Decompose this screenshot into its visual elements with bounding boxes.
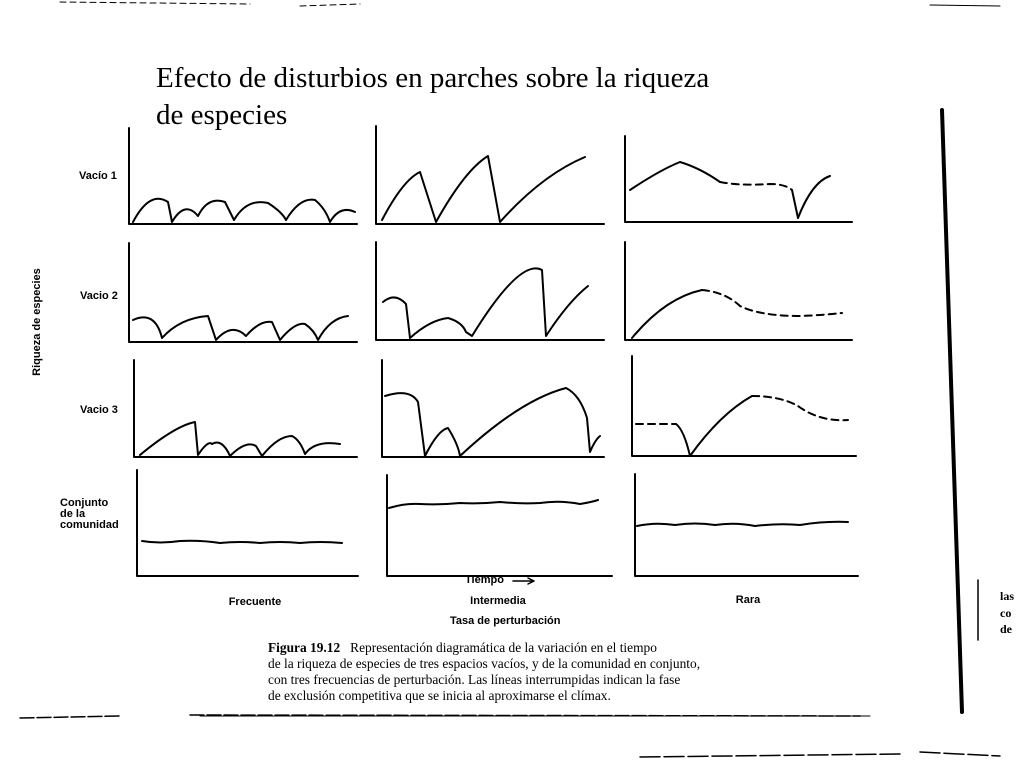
curve-community-intermedia: [389, 500, 598, 508]
axes-r3-c3: [632, 356, 856, 456]
caption-line-2: de la riqueza de especies de tres espacios vacíos, y de la comunidad en conjunto,: [268, 656, 701, 671]
time-label-text: Tiempo: [465, 574, 504, 586]
axes-r1-c3: [625, 136, 852, 222]
row-label-vacio-3: Vacio 3: [80, 404, 118, 416]
time-arrow: [513, 578, 534, 584]
scan-mark-bottom-right: [640, 752, 1000, 757]
caption-line-4: de exclusión competitiva que se inicia al aproximarse el clímax.: [268, 688, 611, 703]
axes-r3-c2: [382, 360, 604, 457]
curve-r2-c2: [383, 268, 588, 338]
axes-r2-c2: [376, 242, 604, 340]
curve-r3-c2: [385, 388, 600, 456]
curve-r1-c1: [133, 199, 355, 222]
community-label-line-1: Conjunto: [60, 497, 109, 509]
community-label-line-2: de la: [60, 508, 86, 520]
axes-r1-c2: [376, 126, 604, 224]
curve-r3-c3-dashed-end: [752, 396, 848, 420]
column-label-frecuente: Frecuente: [228, 596, 282, 608]
axes-r3-c1: [134, 360, 357, 457]
title-line-2: de especies: [156, 99, 288, 131]
row-label-vacio-2: Vacio 2: [80, 290, 118, 302]
caption-line-3: con tres frecuencias de perturbación. Las líneas interrumpidas indican la fase: [268, 672, 681, 687]
x-axis-label: Tasa de perturbación: [450, 615, 561, 627]
curve-r1-c3-solid: [630, 162, 720, 190]
column-label-intermedia: Intermedia: [470, 595, 526, 607]
right-fragment-2: co: [1000, 606, 1012, 620]
curve-r1-c3-dashed: [720, 182, 792, 190]
curve-r2-c3-solid: [632, 290, 702, 338]
curve-community-frecuente: [142, 541, 342, 543]
curve-r3-c1: [140, 422, 340, 456]
scan-mark-top-left: [60, 2, 360, 6]
y-axis-label: Riqueza de especies: [31, 268, 43, 376]
scan-mark-top-right: [930, 5, 1000, 6]
curve-r1-c3-dip: [792, 176, 830, 218]
axes-r4-c2: [387, 475, 612, 576]
curve-r2-c3-dashed: [702, 290, 842, 316]
caption-line-1-text: Representación diagramática de la variación en el tiempo: [350, 640, 657, 655]
right-fragment-3: de: [1000, 622, 1012, 636]
curve-r2-c1: [133, 316, 348, 340]
axes-r2-c1: [129, 243, 357, 342]
column-label-rara: Rara: [735, 594, 761, 606]
curve-community-rara: [637, 522, 848, 526]
curve-r1-c2: [382, 156, 585, 222]
axes-r4-c1: [137, 470, 358, 576]
title-line-1: Efecto de disturbios en parches sobre la riqueza: [156, 62, 710, 94]
curve-r3-c3-solid: [676, 396, 752, 456]
row-label-vacio-1: Vacío 1: [79, 170, 117, 182]
figure-number: Figura 19.12: [268, 640, 341, 655]
page-edge-line: [942, 110, 962, 712]
right-fragment-1: las: [1000, 589, 1015, 603]
axes-r2-c3: [625, 242, 852, 340]
community-label-line-3: comunidad: [60, 519, 119, 531]
